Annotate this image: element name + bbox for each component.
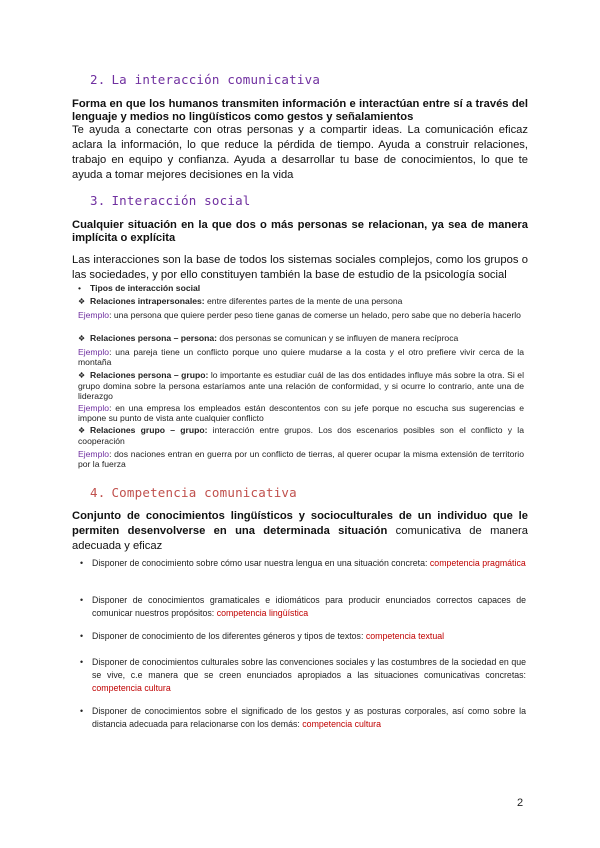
diamond-bullet-icon: ❖: [78, 371, 86, 380]
competence-term: competencia cultura: [302, 719, 382, 729]
section-2-body: Te ayuda a conectarte con otras personas y a compartir ideas. La comunicación eficaz aclara la información, lo que reduce la pérdida de tiempo. Ayuda a construir relaciones, trabajo en equipo y confianza. Ayuda a desarrollar tu base de conocimientos, lo que te ayuda a tomar mejores decisiones en la vida: [72, 124, 528, 181]
bullet-dot-icon: •: [78, 283, 82, 293]
competence-item-4: [80, 656, 526, 695]
example-label: Ejemplo: [78, 449, 110, 459]
type-text: dos personas se comunican y se influyen de manera recíproca: [217, 333, 459, 343]
section-2-number: 2.: [90, 72, 106, 87]
section-4-definition-tail: comunicativa de manera adecuada y eficaz: [72, 525, 528, 552]
competence-item-2: [80, 594, 526, 620]
diamond-bullet-icon: ❖: [78, 334, 86, 343]
section-4-definition-bold: Conjunto de conocimientos lingüísticos y socioculturales de un individuo que le permiten desenvolverse en una determinada situación: [72, 510, 528, 537]
section-4-number: 4.: [90, 485, 106, 500]
competence-text: Disponer de conocimientos sobre el significado de los gestos y as posturas corporales, así como sobre la distancia adecuada para relacionarse con los demás:: [92, 706, 526, 729]
type-text: lo importante es estudiar cuál de las dos entidades influye más sobre la otra. Si el grupo domina sobre la persona estaríamos ante una relación de conformidad, y si ocurre lo contrario, ante una de liderazgo: [78, 370, 524, 401]
type-example-2: [78, 347, 524, 367]
type-label: Relaciones intrapersonales:: [90, 296, 205, 306]
competence-text: Disponer de conocimiento sobre cómo usar nuestra lengua en una situación concreta:: [92, 558, 430, 568]
type-example-3: [78, 403, 524, 423]
type-item-4: [78, 425, 524, 446]
example-text: : dos naciones entran en guerra por un conflicto de tierras, al querer ocupar la misma extensión de territorio por la fuerza: [78, 449, 524, 469]
example-label: Ejemplo: [78, 310, 110, 320]
section-3-body: Las interacciones son la base de todos los sistemas sociales complejos, como los grupos o las sociedades, y por ello constituyen también la base de estudio de la psicología social: [72, 254, 528, 281]
competence-text: Disponer de conocimiento de los diferentes géneros y tipos de textos:: [92, 631, 366, 641]
types-heading: Tipos de interacción social: [90, 283, 201, 293]
type-item-3: [78, 370, 524, 401]
diamond-bullet-icon: ❖: [78, 426, 86, 435]
section-2-heading: [90, 72, 320, 87]
type-text: entre diferentes partes de la mente de una persona: [204, 296, 403, 306]
section-3-heading: [90, 193, 251, 208]
competence-term: competencia cultura: [92, 683, 171, 693]
section-2-title: La interacción comunicativa: [111, 72, 321, 87]
types-heading-row: [78, 283, 524, 293]
section-3-title: Interacción social: [111, 193, 251, 208]
page-number: 2: [517, 797, 524, 809]
example-text: : una persona que quiere perder peso tiene ganas de comerse un helado, pero sabe que no debería hacerlo: [109, 310, 521, 320]
competence-term: competencia pragmática: [429, 558, 526, 568]
section-3-number: 3.: [90, 193, 106, 208]
competence-term: competencia lingüística: [216, 608, 309, 618]
competence-item-1: [80, 557, 526, 570]
section-4-definition: [72, 509, 528, 554]
section-3-definition: Cualquier situación en la que dos o más personas se relacionan, ya sea de manera implícita o explícita: [72, 219, 528, 244]
section-4-heading: [90, 485, 297, 500]
type-item-2: [78, 333, 524, 344]
type-example-4: [78, 449, 524, 469]
bullet-dot-icon: •: [80, 631, 84, 641]
competence-text: Disponer de conocimientos gramaticales e idiomáticos para producir enunciados correctos capaces de comunicar nuestros propósitos:: [92, 595, 526, 618]
competence-text: Disponer de conocimientos culturales sobre las convenciones sociales y las costumbres de la sociedad en que se vive, c.e manera que se creen enunciados apropiados a las situaciones comunicativas concretas:: [92, 657, 526, 680]
section-4-title: Competencia comunicativa: [111, 485, 297, 500]
example-text: : en una empresa los empleados están descontentos con su jefe porque no escucha sus sugerencias e impone su punto de vista ante cualquier conflicto: [78, 403, 524, 423]
type-item-1: [78, 296, 524, 307]
bullet-dot-icon: •: [80, 595, 84, 605]
section-2-definition: Forma en que los humanos transmiten información e interactúan entre sí a través del lenguaje y medios no lingüísticos como gestos y señalamientos: [72, 98, 528, 123]
competence-item-3: [80, 630, 526, 643]
bullet-dot-icon: •: [80, 558, 84, 568]
bullet-dot-icon: •: [80, 706, 84, 716]
example-text: : una pareja tiene un conflicto porque uno quiere mudarse a la costa y el otro prefiere vivir cerca de la montaña: [78, 347, 524, 367]
competence-item-5: [80, 705, 526, 731]
bullet-dot-icon: •: [80, 657, 84, 667]
type-label: Relaciones persona – grupo:: [90, 370, 209, 380]
type-text: interacción entre grupos. Los dos escenarios posibles son el conflicto y la cooperación: [78, 425, 524, 446]
example-label: Ejemplo: [78, 403, 110, 413]
type-label: Relaciones persona – persona:: [90, 333, 218, 343]
type-example-1: [78, 310, 524, 320]
competence-term: competencia textual: [365, 631, 445, 641]
type-label: Relaciones grupo – grupo:: [90, 425, 208, 435]
example-label: Ejemplo: [78, 347, 110, 357]
diamond-bullet-icon: ❖: [78, 297, 86, 306]
